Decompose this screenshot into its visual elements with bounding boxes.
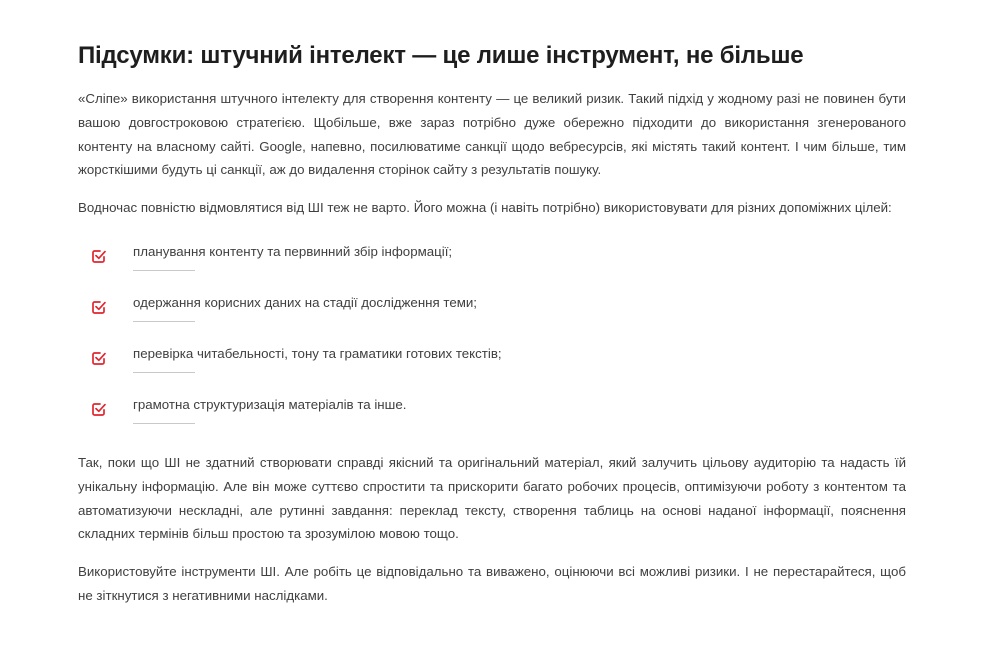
checklist-item-text: грамотна структуризація матеріалів та інше.: [133, 396, 407, 412]
article-title: Підсумки: штучний інтелект — це лише інструмент, не більше: [78, 42, 804, 69]
article-paragraph: Використовуйте інструменти ШІ. Але робіть це відповідально та виважено, оцінюючи всі можливі ризики. І не перестарайтеся, щоб не зіткнутися з негативними наслідками.: [78, 564, 906, 603]
checklist: [78, 242, 906, 431]
checklist-item-text: перевірка читабельності, тону та граматики готових текстів;: [133, 345, 502, 361]
checkbox-checked-icon: [91, 299, 107, 315]
article: [78, 40, 906, 622]
checklist-item: [78, 293, 906, 329]
checklist-item-text: одержання корисних даних на стадії дослідження теми;: [133, 294, 477, 310]
article-paragraph: «Сліпе» використання штучного інтелекту для створення контенту — це великий ризик. Такий підхід у жодному разі не повинен бути вашою довгостроковою стратегією. Щобільше, вже зараз потрібно дуже обережно підходити до використання згенерованого контенту на власному сайті. Google, напевно, посилюватиме санкції щодо вебресурсів, які містять такий контент. І чим більше, тим жорсткішими будуть ці санкції, аж до видалення сторінок сайту з результатів пошуку.: [78, 91, 906, 178]
checkbox-checked-icon: [91, 350, 107, 366]
checklist-item-divider: [133, 270, 195, 271]
article-paragraph: Водночас повністю відмовлятися від ШІ теж не варто. Його можна (і навіть потрібно) використовувати для різних допоміжних цілей:: [78, 200, 892, 216]
checklist-item: [78, 395, 906, 431]
checklist-item-text: планування контенту та первинний збір інформації;: [133, 243, 453, 259]
checklist-item-divider: [133, 321, 195, 322]
checklist-item: [78, 344, 906, 380]
article-paragraph: Так, поки що ШІ не здатний створювати справді якісний та оригінальний матеріал, який залучить цільову аудиторію та надасть їй унікальну інформацію. Але він може суттєво спростити та прискорити багато робочих процесів, оптимізуючи роботу з контентом та автоматизуючи нескладні, але рутинні завдання: переклад тексту, створення таблиць на основі наданої інформації, пояснення складних термінів більш простою та зрозумілою мовою тощо.: [78, 454, 906, 542]
checkbox-checked-icon: [91, 401, 107, 417]
checklist-item: [78, 242, 906, 278]
checklist-item-divider: [133, 423, 195, 424]
checkbox-checked-icon: [91, 248, 107, 264]
checklist-item-divider: [133, 372, 195, 373]
